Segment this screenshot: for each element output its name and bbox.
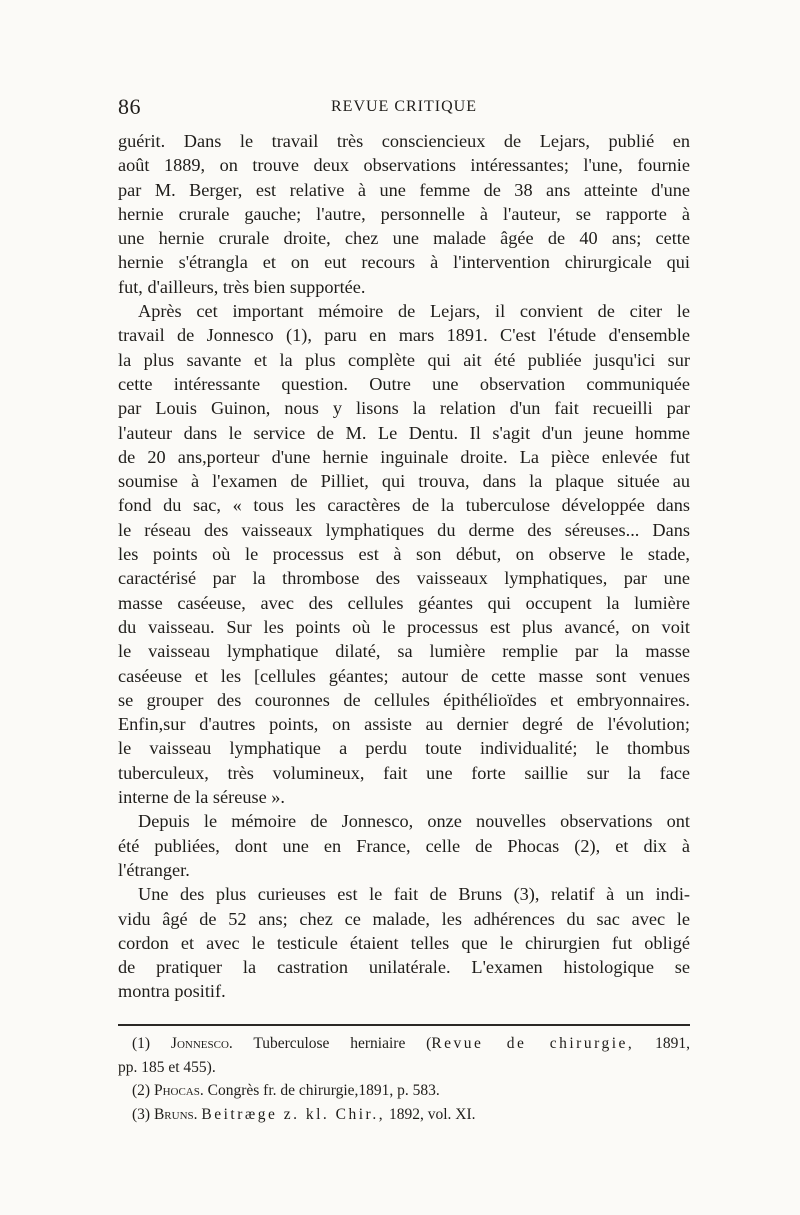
footnote-1-continuation: pp. 185 et 455). bbox=[118, 1058, 216, 1076]
text-line: le réseau des vaisseaux lymphatiques du derme des séreuses... Dans bbox=[118, 519, 690, 540]
text-line: une hernie crurale droite, chez une malade âgée de 40 ans; cette bbox=[118, 228, 690, 249]
footnote-3 bbox=[118, 1103, 690, 1127]
footnote-rule bbox=[118, 1024, 690, 1026]
text-line: Enfin,sur d'autres points, on assiste au dernier degré de l'évolution; bbox=[118, 714, 690, 735]
text-line: de 20 ans,porteur d'une hernie inguinale droite. La pièce enlevée fut bbox=[118, 446, 690, 467]
text-line: montra positif. bbox=[118, 981, 226, 1002]
text-line: caséeuse et les [cellules géantes; autour de cette masse sont venues bbox=[118, 665, 690, 686]
footnote-year: 1891, bbox=[655, 1035, 690, 1052]
text-line: le vaisseau lymphatique a perdu toute individualité; le thombus bbox=[118, 738, 690, 759]
text-line: été publiées, dont une en France, celle de Phocas (2), et dix à bbox=[118, 835, 690, 856]
text-line: les points où le processus est à son début, on observe le stade, bbox=[118, 544, 690, 565]
footnote-number: (2) bbox=[132, 1082, 151, 1099]
text-line: cordon et avec le testicule étaient telles que le chirurgien fut obligé bbox=[118, 932, 690, 953]
text-line: août 1889, on trouve deux observations intéressantes; l'une, fournie bbox=[118, 155, 690, 176]
text-line: par Louis Guinon, nous y lisons la relation d'un fait recueilli par bbox=[118, 398, 690, 419]
text-line: se grouper des couronnes de cellules épithélioïdes et embryonnaires. bbox=[118, 689, 690, 710]
footnote-author: Jonnesco. bbox=[170, 1035, 233, 1052]
footnote-2 bbox=[118, 1079, 690, 1103]
paragraph-start-line: Depuis le mémoire de Jonnesco, onze nouvelles observations ont bbox=[138, 811, 690, 832]
footnote-1 bbox=[118, 1032, 690, 1056]
text-line: vidu âgé de 52 ans; chez ce malade, les adhérences du sac avec le bbox=[118, 908, 690, 929]
text-line: du vaisseau. Sur les points où le processus est plus avancé, on voit bbox=[118, 616, 690, 637]
footnote-journal: Revue de chirurgie, bbox=[431, 1035, 635, 1052]
footnote-author: Bruns. bbox=[153, 1105, 198, 1123]
text-line: masse caséeuse, avec des cellules géantes qui occupent la lumière bbox=[118, 592, 690, 613]
page-header bbox=[118, 94, 690, 124]
running-title: REVUE CRITIQUE bbox=[331, 98, 477, 115]
text-line: la plus savante et la plus complète qui ait été publiée jusqu'ici sur bbox=[118, 349, 690, 370]
text-line: caractérisé par la thrombose des vaisseaux lymphatiques, par une bbox=[118, 568, 690, 589]
paragraph-start-line: Après cet important mémoire de Lejars, il convient de citer le bbox=[138, 301, 690, 322]
footnote-title: Tuberculose herniaire ( bbox=[253, 1035, 432, 1052]
paragraph-start-line: Une des plus curieuses est le fait de Bruns (3), relatif à un indi- bbox=[138, 884, 690, 905]
footnote-number: (1) bbox=[132, 1035, 151, 1052]
footnote-text: Congrès fr. de chirurgie,1891, p. 583. bbox=[207, 1082, 440, 1099]
footnote-number: (3) bbox=[132, 1105, 151, 1123]
text-line: tuberculeux, très volumineux, fait une forte saillie sur la face bbox=[118, 762, 690, 783]
text-line: fut, d'ailleurs, très bien supportée. bbox=[118, 276, 366, 297]
text-line: cette intéressante question. Outre une observation communiquée bbox=[118, 373, 690, 394]
page-number: 86 bbox=[118, 94, 141, 119]
text-line: par M. Berger, est relative à une femme de 38 ans atteinte d'une bbox=[118, 179, 690, 200]
footnote-journal: Beitræge z. kl. Chir., bbox=[201, 1105, 386, 1123]
text-line: l'auteur dans le service de M. Le Dentu. Il s'agit d'un jeune homme bbox=[118, 422, 690, 443]
text-line: interne de la séreuse ». bbox=[118, 787, 285, 808]
text-line: le vaisseau lymphatique dilaté, sa lumière remplie par la masse bbox=[118, 641, 690, 662]
text-line: l'étranger. bbox=[118, 859, 190, 880]
text-line: de pratiquer la castration unilatérale. L'examen histologique se bbox=[118, 957, 690, 978]
text-line: guérit. Dans le travail très consciencieux de Lejars, publié en bbox=[118, 131, 690, 151]
text-line: travail de Jonnesco (1), paru en mars 1891. C'est l'étude d'ensemble bbox=[118, 325, 690, 346]
footnote-text: 1892, vol. XI. bbox=[389, 1105, 476, 1123]
text-line: hernie s'étrangla et on eut recours à l'intervention chirurgicale qui bbox=[118, 252, 690, 273]
footnote-author: Phocas. bbox=[153, 1082, 204, 1099]
text-line: fond du sac, « tous les caractères de la tuberculose développée dans bbox=[118, 495, 690, 516]
text-line: hernie crurale gauche; l'autre, personnelle à l'auteur, se rapporte à bbox=[118, 203, 690, 224]
text-line: soumise à l'examen de Pilliet, qui trouva, dans la plaque située au bbox=[118, 471, 690, 492]
body-text bbox=[118, 129, 690, 1004]
footnotes bbox=[118, 1032, 690, 1126]
